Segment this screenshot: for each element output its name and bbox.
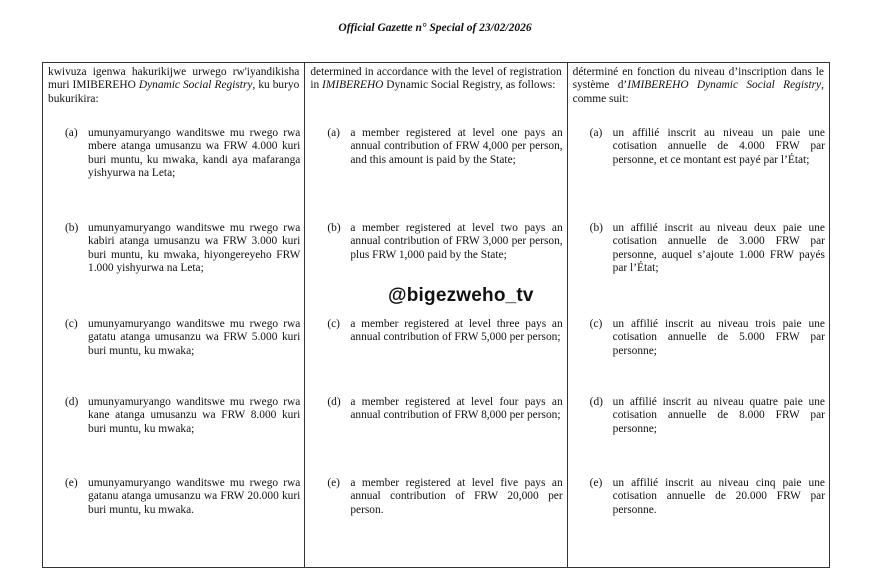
trilingual-table bbox=[42, 62, 830, 568]
list-item bbox=[65, 222, 300, 276]
list-item bbox=[327, 477, 562, 517]
item-text: un affilié inscrit au niveau un paie une cotisation annuelle de 4.000 FRW par personne, et ce montant est payé par l’État; bbox=[612, 127, 825, 166]
item-text: umunyamuryango wanditswe mu rwego rwa gatanu atanga umusanzu wa FRW 20.000 kuri buri muntu, ku mwaka. bbox=[88, 477, 301, 516]
item-label: (a) bbox=[589, 127, 603, 139]
list-item bbox=[65, 477, 300, 517]
item-label: (a) bbox=[65, 127, 78, 139]
item-text: a member registered at level one pays an annual contribution of FRW 4,000 per person, and this amount is paid by the State; bbox=[350, 127, 563, 166]
item-label: (d) bbox=[327, 396, 341, 408]
item-text: a member registered at level three pays an annual contribution of FRW 5,000 per person; bbox=[350, 318, 563, 344]
column-kinyarwanda bbox=[43, 63, 304, 567]
item-text: un affilié inscrit au niveau trois paie une cotisation annuelle de 5.000 FRW par personne; bbox=[612, 318, 825, 357]
intro-italic: IMIBEREHO bbox=[322, 79, 384, 92]
item-text: un affilié inscrit au niveau cinq paie une cotisation annuelle de 20.000 FRW par personne. bbox=[612, 477, 825, 516]
list-item bbox=[590, 396, 825, 436]
intro-paragraph bbox=[573, 66, 824, 106]
item-text: umunyamuryango wanditswe mu rwego rwa kane atanga umusanzu wa FRW 8.000 kuri buri muntu, ku mwaka; bbox=[88, 396, 301, 435]
item-label: (b) bbox=[589, 222, 603, 234]
intro-paragraph bbox=[310, 66, 561, 93]
list-item bbox=[327, 127, 562, 167]
intro-text-end: , comme suit: bbox=[572, 79, 824, 105]
item-label: (c) bbox=[327, 318, 340, 330]
list-item bbox=[327, 222, 562, 262]
list-item bbox=[590, 318, 825, 358]
list-item bbox=[327, 396, 562, 423]
list-item bbox=[65, 127, 300, 181]
intro-italic: Dynamic Social Registry bbox=[138, 79, 253, 92]
item-text: a member registered at level four pays an annual contribution of FRW 8,000 per person; bbox=[350, 396, 563, 422]
item-label: (d) bbox=[65, 396, 79, 408]
list-item bbox=[590, 222, 825, 276]
item-text: un affilié inscrit au niveau deux paie une cotisation annuelle de 3.000 FRW par personne, auquel s’ajoute 1.000 FRW payés par l’État; bbox=[612, 222, 825, 275]
column-french bbox=[567, 63, 829, 567]
intro-text: kwivuza igenwa hakurikijwe urwego rw'iyandikisha muri IMIBEREHO bbox=[48, 66, 300, 92]
list-item bbox=[590, 127, 825, 167]
intro-paragraph bbox=[48, 66, 299, 106]
page-header: Official Gazette n° Special of 23/02/2026 bbox=[338, 22, 532, 34]
watermark-handle: @bigezweho_tv bbox=[388, 285, 534, 306]
item-label: (c) bbox=[65, 318, 78, 330]
intro-text: déterminé en fonction du niveau d’inscription dans le système d’ bbox=[572, 66, 824, 92]
list-item bbox=[65, 396, 300, 436]
intro-italic: IMIBEREHO Dynamic Social Registry bbox=[627, 79, 822, 92]
item-label: (d) bbox=[589, 396, 603, 408]
list-item bbox=[590, 477, 825, 517]
list-item bbox=[327, 318, 562, 345]
intro-text-end: Dynamic Social Registry, as follows: bbox=[383, 79, 556, 92]
item-label: (e) bbox=[589, 477, 603, 489]
item-label: (b) bbox=[65, 222, 79, 234]
intro-text-end: , ku buryo bukurikira: bbox=[48, 79, 300, 105]
item-text: umunyamuryango wanditswe mu rwego rwa mbere atanga umusanzu wa FRW 4.000 kuri buri muntu, ku mwaka, kandi aya mafaranga yishyurwa na Leta; bbox=[88, 127, 301, 180]
item-label: (e) bbox=[327, 477, 340, 489]
column-english bbox=[304, 63, 566, 567]
item-text: a member registered at level two pays an annual contribution of FRW 3,000 per person, plus FRW 1,000 paid by the State; bbox=[350, 222, 563, 261]
item-text: umunyamuryango wanditswe mu rwego rwa kabiri atanga umusanzu wa FRW 3.000 kuri buri muntu, ku mwaka, hiyongereyeho FRW 1.000 yishyurwa na Leta; bbox=[88, 222, 301, 275]
item-label: (b) bbox=[327, 222, 341, 234]
item-text: a member registered at level five pays an annual contribution of FRW 20,000 per person. bbox=[350, 477, 563, 516]
item-text: umunyamuryango wanditswe mu rwego rwa gatatu atanga umusanzu wa FRW 5.000 kuri buri muntu, ku mwaka; bbox=[88, 318, 301, 357]
item-label: (a) bbox=[327, 127, 340, 139]
list-item bbox=[65, 318, 300, 358]
intro-text: determined in accordance with the level of registration in bbox=[310, 66, 562, 92]
item-label: (e) bbox=[65, 477, 78, 489]
item-text: un affilié inscrit au niveau quatre paie une cotisation annuelle de 8.000 FRW par personne; bbox=[612, 396, 825, 435]
item-label: (c) bbox=[589, 318, 603, 330]
